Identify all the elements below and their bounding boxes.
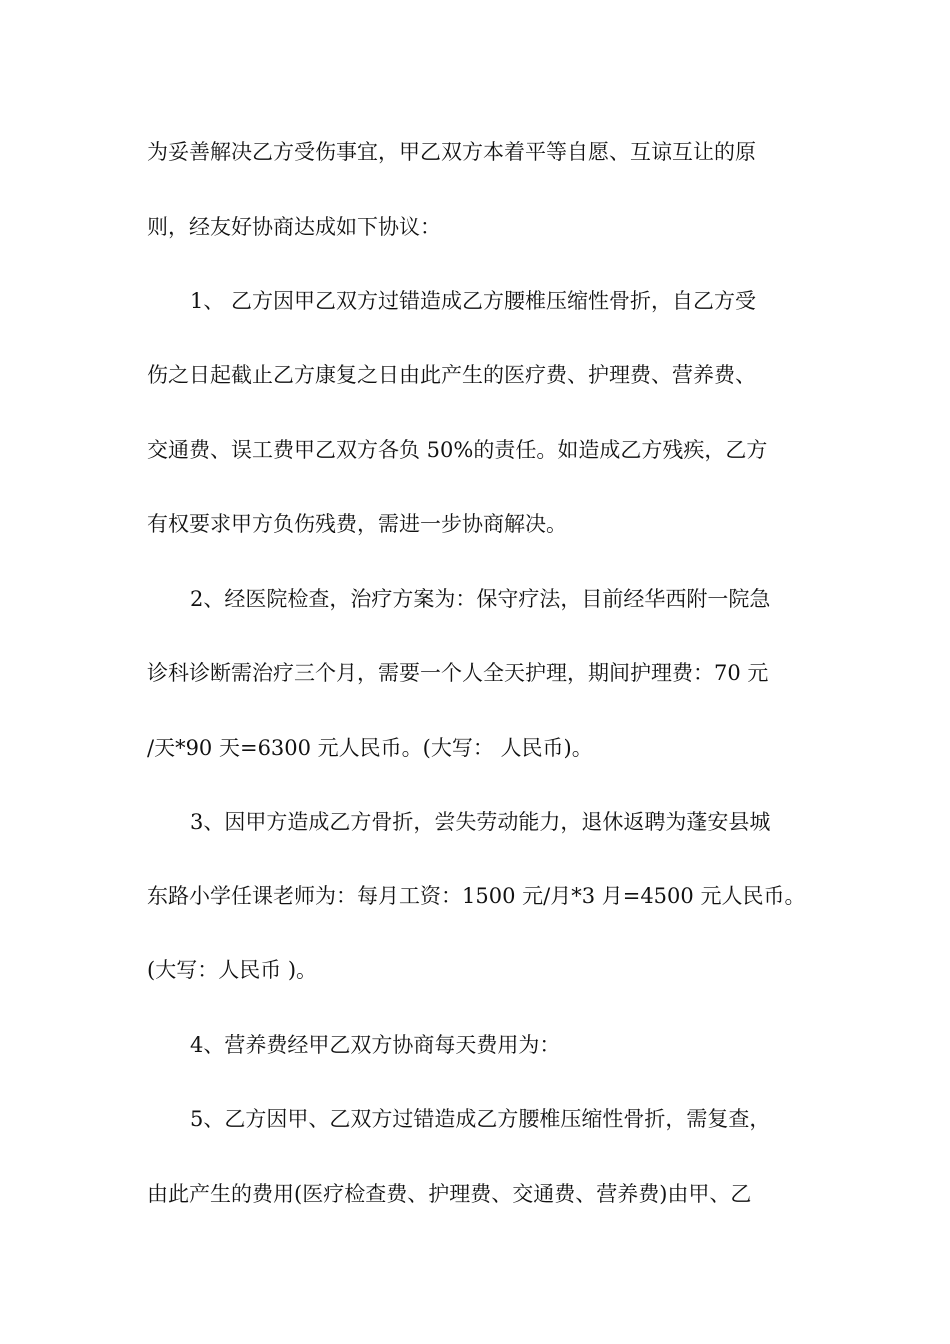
clause-1-line-4: 有权要求甲方负伤残费，需进一步协商解决。: [147, 512, 567, 536]
clause-4-line-1: 4、营养费经甲乙双方协商每天费用为：: [190, 1033, 561, 1057]
clause-1-line-1: 1、 乙方因甲乙双方过错造成乙方腰椎压缩性骨折，自乙方受: [190, 289, 757, 313]
clause-3-line-1: 3、因甲方造成乙方骨折，尝失劳动能力，退休返聘为蓬安县城: [190, 810, 771, 834]
clause-3-line-2: 东路小学任课老师为：每月工资：1500 元/月*3 月=4500 元人民币。: [147, 884, 806, 908]
paragraph-intro-line-2: 则，经友好协商达成如下协议：: [147, 215, 441, 239]
clause-3-line-3: (大写：人民币 )。: [147, 958, 318, 982]
clause-2-line-1: 2、经医院检查，治疗方案为：保守疗法，目前经华西附一院急: [190, 587, 771, 611]
clause-2-line-2: 诊科诊断需治疗三个月，需要一个人全天护理，期间护理费：70 元: [147, 661, 769, 685]
clause-2-line-3: /天*90 天=6300 元人民币。(大写： 人民币)。: [147, 736, 593, 760]
clause-1-line-3: 交通费、误工费甲乙双方各负 50%的责任。如造成乙方残疾，乙方: [147, 438, 768, 462]
clause-5-line-2: 由此产生的费用(医疗检查费、护理费、交通费、营养费)由甲、乙: [147, 1182, 752, 1206]
clause-1-line-2: 伤之日起截止乙方康复之日由此产生的医疗费、护理费、营养费、: [147, 363, 756, 387]
paragraph-intro-line-1: 为妥善解决乙方受伤事宜，甲乙双方本着平等自愿、互谅互让的原: [147, 140, 756, 164]
clause-5-line-1: 5、乙方因甲、乙双方过错造成乙方腰椎压缩性骨折，需复查，: [190, 1107, 771, 1131]
